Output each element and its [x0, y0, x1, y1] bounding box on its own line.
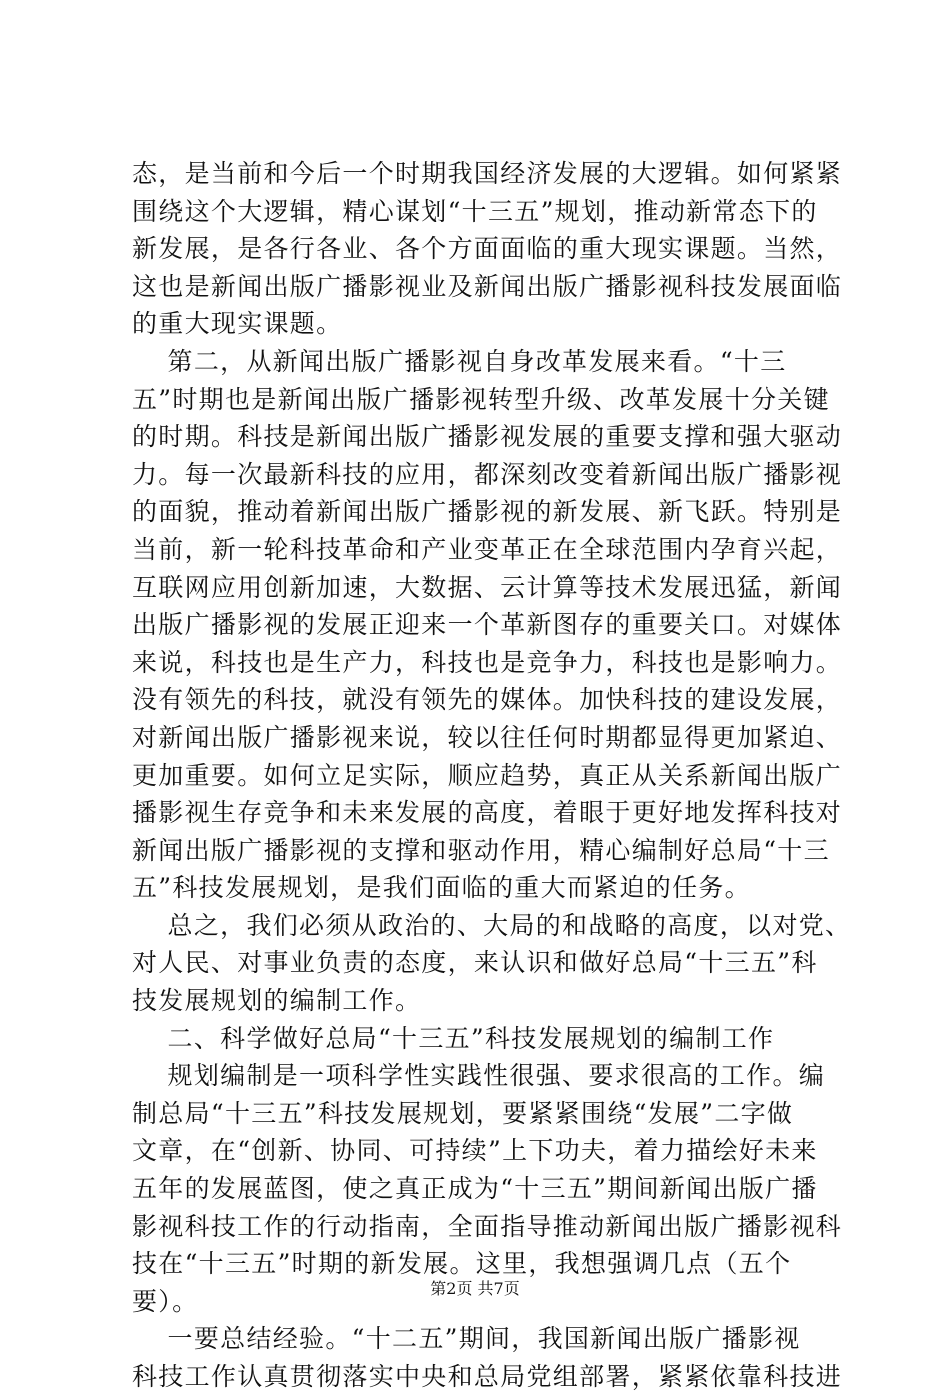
text-line: 对新闻出版广播影视来说，较以往任何时期都显得更加紧迫、 [132, 722, 843, 752]
text-line: 影视科技工作的行动指南，全面指导推动新闻出版广播影视科 [132, 1211, 843, 1241]
text-line: 态，是当前和今后一个时期我国经济发展的大逻辑。如何紧紧 [132, 159, 843, 188]
text-line: 这也是新闻出版广播影视业及新闻出版广播影视科技发展面临 [132, 271, 843, 301]
text-line: 的重大现实课题。 [132, 309, 343, 339]
text-line: 出版广播影视的发展正迎来一个革新图存的重要关口。对媒体 [132, 610, 843, 640]
page-number-footer: 第2页 共7页 [430, 1279, 520, 1298]
text-line: 文章，在“创新、协同、可持续”上下功夫，着力描绘好未来 [132, 1136, 818, 1166]
text-line: 没有领先的科技，就没有领先的媒体。加快科技的建设发展， [132, 685, 843, 715]
text-line: 的面貌，推动着新闻出版广播影视的新发展、新飞跃。特别是 [132, 497, 843, 527]
body-text [132, 155, 852, 1396]
text-line: 力。每一次最新科技的应用，都深刻改变着新闻出版广播影视 [132, 459, 843, 489]
text-line: 当前，新一轮科技革命和产业变革正在全球范围内孕育兴起， [132, 534, 843, 564]
text-line: 要）。 [132, 1286, 199, 1316]
text-line: 五”科技发展规划，是我们面临的重大而紧迫的任务。 [132, 873, 751, 903]
text-line: 规划编制是一项科学性实践性很强、要求很高的工作。编 [132, 1061, 826, 1091]
text-line: 第二，从新闻出版广播影视自身改革发展来看。“十三 [132, 346, 787, 376]
text-line: 五年的发展蓝图，使之真正成为“十三五”期间新闻出版广播 [132, 1174, 818, 1204]
text-line: 互联网应用创新加速，大数据、云计算等技术发展迅猛，新闻 [132, 572, 843, 602]
text-line: 对人民、对事业负责的态度，来认识和做好总局“十三五”科 [132, 948, 818, 978]
text-line: 一要总结经验。“十二五”期间，我国新闻出版广播影视 [132, 1324, 801, 1354]
text-line: 科技工作认真贯彻落实中央和总局党组部署，紧紧依靠科技进 [132, 1362, 843, 1391]
text-line: 五”时期也是新闻出版广播影视转型升级、改革发展十分关键 [132, 384, 830, 414]
text-line: 总之，我们必须从政治的、大局的和战略的高度，以对党、 [132, 910, 852, 940]
text-line: 播影视生存竞争和未来发展的高度，着眼于更好地发挥科技对 [132, 798, 843, 828]
text-line: 新闻出版广播影视的支撑和驱动作用，精心编制好总局“十三 [132, 835, 830, 865]
text-line: 来说，科技也是生产力，科技也是竞争力，科技也是影响力。 [132, 647, 843, 677]
text-line: 更加重要。如何立足实际，顺应趋势，真正从关系新闻出版广 [132, 760, 843, 790]
text-line: 制总局“十三五”科技发展规划，要紧紧围绕“发展”二字做 [132, 1098, 794, 1128]
text-line: 新发展，是各行各业、各个方面面临的重大现实课题。当然， [132, 234, 843, 264]
text-line: 围绕这个大逻辑，精心谋划“十三五”规划，推动新常态下的 [132, 196, 818, 226]
text-line: 二、科学做好总局“十三五”科技发展规划的编制工作 [132, 1023, 775, 1053]
text-line: 技发展规划的编制工作。 [132, 986, 422, 1016]
text-line: 的时期。科技是新闻出版广播影视发展的重要支撑和强大驱动 [132, 422, 843, 452]
text-line: 技在“十三五”时期的新发展。这里，我想强调几点（五个 [132, 1249, 792, 1279]
